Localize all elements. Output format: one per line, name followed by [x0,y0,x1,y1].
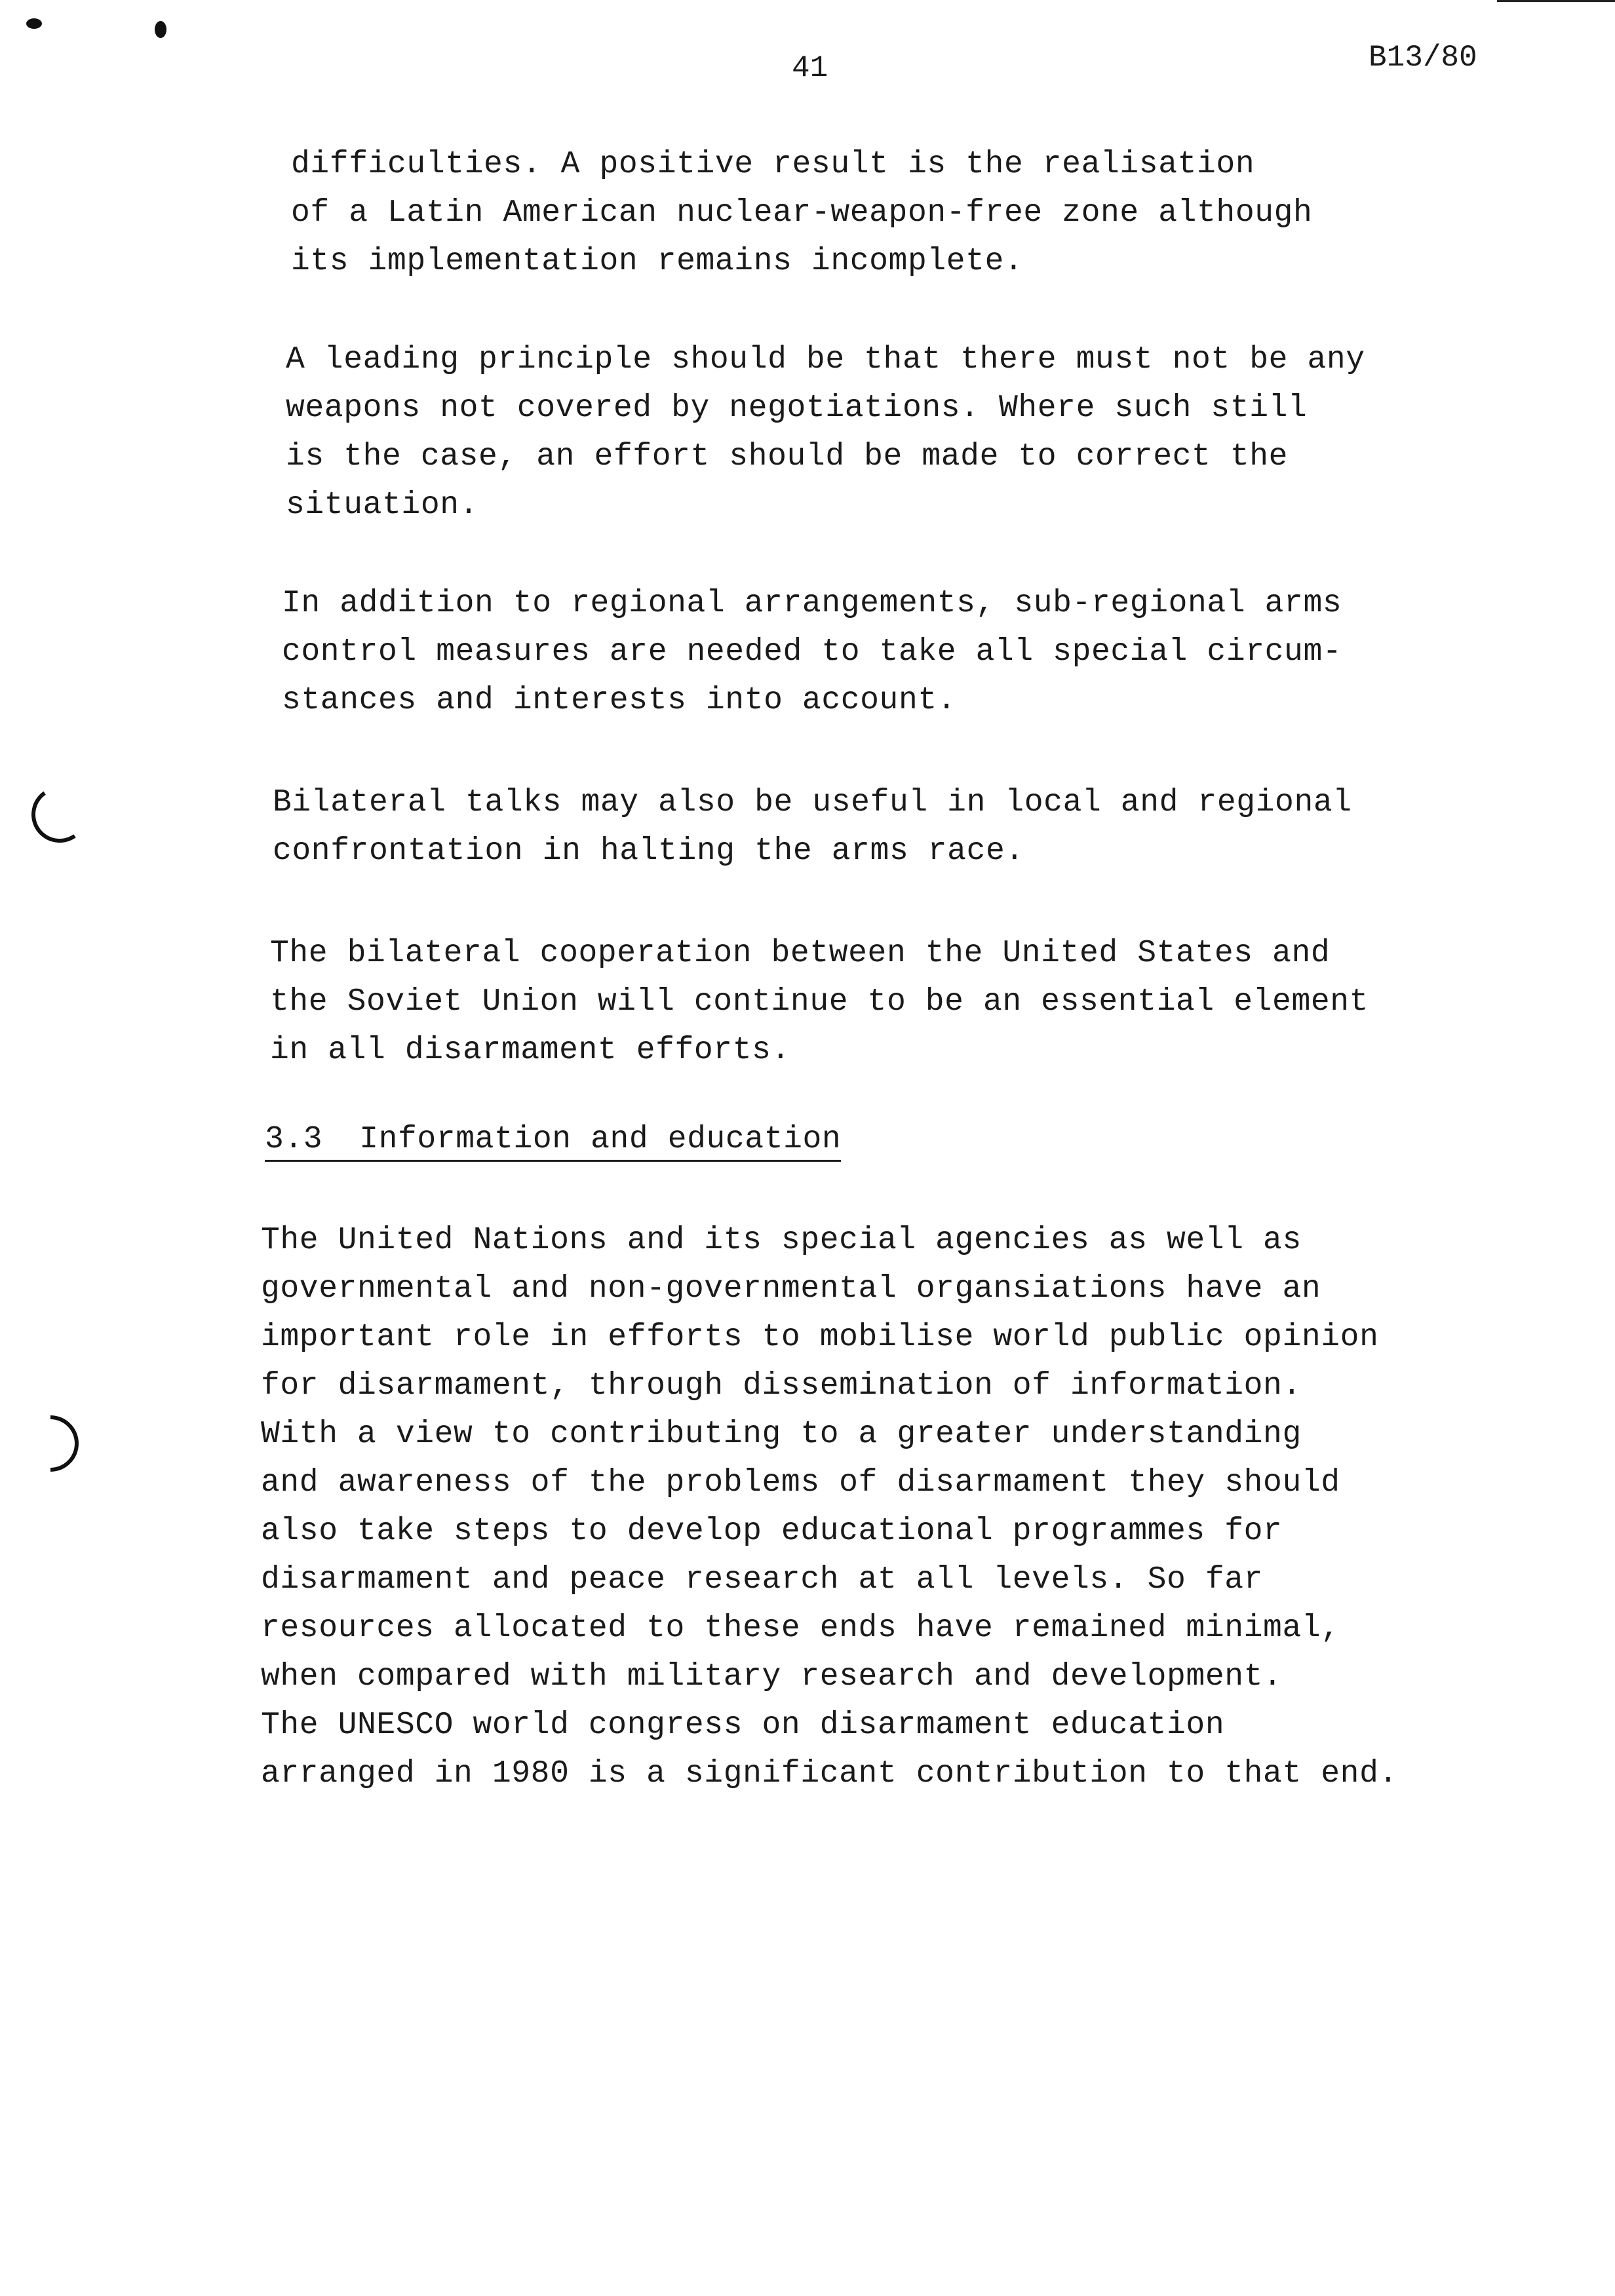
page-number: 41 [792,51,828,85]
text-line: the Soviet Union will continue to be an essential element [270,984,1369,1020]
text-line: confrontation in halting the arms race. [273,833,1024,869]
text-line: The bilateral cooperation between the United States and [270,936,1331,971]
text-line: and awareness of the problems of disarmament they should [261,1465,1340,1501]
section-title: Information and education [359,1122,842,1157]
punch-mark [26,18,42,29]
section-number: 3.3 [265,1122,323,1157]
document-reference: B13/80 [1369,41,1477,75]
text-line: disarmament and peace research at all levels. So far [261,1562,1264,1598]
text-line: stances and interests into account. [282,683,957,718]
text-line: arranged in 1980 is a significant contribution to that end. [261,1756,1398,1791]
text-line: situation. [286,488,479,523]
text-line: With a view to contributing to a greater understanding [261,1417,1302,1452]
paragraph [291,140,1312,286]
text-line: resources allocated to these ends have remained minimal, [261,1611,1340,1646]
text-line: its implementation remains incomplete. [291,244,1024,279]
paragraph [273,778,1352,875]
text-line: when compared with military research and development. [261,1659,1283,1694]
text-line: is the case, an effort should be made to correct the [286,439,1289,474]
text-line: weapons not covered by negotiations. Where such still [286,391,1308,426]
text-line: A leading principle should be that there must not be any [286,342,1365,377]
punch-mark [155,21,166,38]
text-line: The UNESCO world congress on disarmament education [261,1708,1225,1743]
text-line: also take steps to develop educational programmes for [261,1514,1283,1549]
scan-edge-line [1497,0,1615,2]
text-line: The United Nations and its special agencies as well as [261,1223,1302,1258]
binder-hole-mark [10,1404,90,1483]
paragraph [286,335,1365,529]
text-line: in all disarmament efforts. [270,1033,790,1068]
paragraph [282,579,1342,725]
text-line: governmental and non-governmental organsiations have an [261,1271,1321,1307]
paragraph [261,1216,1398,1798]
text-line: Bilateral talks may also be useful in local and regional [273,785,1352,820]
text-line: control measures are needed to take all special circum- [282,634,1342,670]
binder-hole-mark [27,782,92,847]
paragraph [270,929,1369,1075]
text-line: important role in efforts to mobilise world public opinion [261,1320,1379,1355]
text-line: In addition to regional arrangements, sub-regional arms [282,586,1342,621]
text-line: of a Latin American nuclear-weapon-free zone although [291,195,1313,231]
text-line: for disarmament, through dissemination of information. [261,1368,1302,1404]
section-heading [265,1122,841,1162]
text-line: difficulties. A positive result is the realisation [291,147,1255,182]
